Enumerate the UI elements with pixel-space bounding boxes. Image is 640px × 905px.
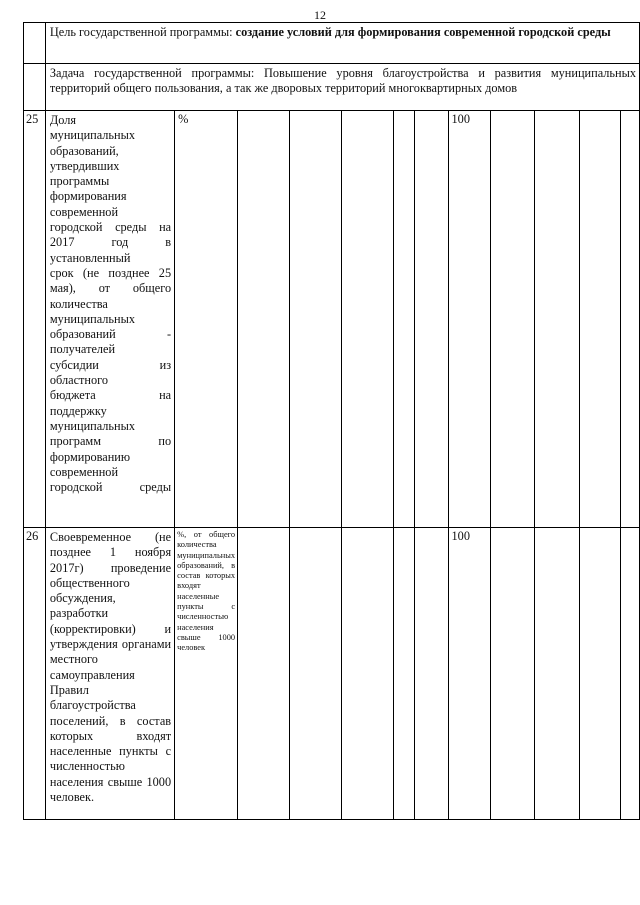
empty-cell xyxy=(491,528,535,820)
indicator-line: поддержку xyxy=(49,403,107,418)
indicator-line: субсидии из xyxy=(49,357,172,372)
empty-cell xyxy=(621,111,640,528)
indicator-line: городской среды xyxy=(49,480,172,495)
page-number: 12 xyxy=(314,8,326,22)
indicator-line: утвердивших xyxy=(49,158,120,173)
task-cell: Задача государственной программы: Повышение уровня благоустройства и развития муниципальных территорий общего пользования, а так же дворовых территорий многоквартирных домов xyxy=(45,64,639,111)
indicator-line: муниципальных xyxy=(49,418,136,433)
goal-bold: создание условий для формирования современной городской среды xyxy=(235,25,611,39)
task-num-cell xyxy=(24,64,46,111)
indicator-line: программ по xyxy=(49,434,172,449)
indicator-line: программы xyxy=(49,174,110,189)
empty-cell xyxy=(415,111,448,528)
empty-cell xyxy=(289,111,341,528)
indicator-line: получателей xyxy=(49,342,116,357)
indicator-line: образований, xyxy=(49,143,119,158)
empty-cell xyxy=(238,111,290,528)
empty-cell xyxy=(535,528,580,820)
goal-row xyxy=(24,23,640,64)
goal-prefix: Цель государственной программы: xyxy=(49,25,236,39)
empty-cell xyxy=(580,111,621,528)
indicator-line: современной xyxy=(49,464,119,479)
task-row xyxy=(24,64,640,111)
row-number: 25 xyxy=(24,111,46,528)
unit-cell: % xyxy=(175,111,238,528)
indicator-line: формирования xyxy=(49,189,127,204)
indicator-line: муниципальных xyxy=(49,311,136,326)
indicator-line: мая), от общего xyxy=(49,281,172,296)
indicator-line: муниципальных xyxy=(49,128,136,143)
table-row xyxy=(24,111,640,528)
indicator-line: городской среды на xyxy=(49,220,172,235)
table-row xyxy=(24,528,640,820)
indicator-line: бюджета на xyxy=(49,388,172,403)
empty-cell xyxy=(415,528,448,820)
indicator-line: установленный xyxy=(49,250,131,265)
indicator-line: срок (не позднее 25 xyxy=(49,265,172,280)
empty-cell xyxy=(580,528,621,820)
target-value-cell: 100 xyxy=(448,528,491,820)
empty-cell xyxy=(238,528,290,820)
indicator-line: Доля xyxy=(49,113,77,127)
row-number: 26 xyxy=(24,528,46,820)
empty-cell xyxy=(393,528,415,820)
empty-cell xyxy=(289,528,341,820)
indicator-line: 2017 год в xyxy=(49,235,172,250)
empty-cell xyxy=(393,111,415,528)
target-value-cell: 100 xyxy=(448,111,491,528)
empty-cell xyxy=(535,111,580,528)
goal-num-cell xyxy=(24,23,46,64)
indicator-cell xyxy=(45,111,174,528)
unit-cell: %, от общего количества муниципальных образований, в состав которых входят населенные пункты с численностью населения свыше 1000 человек xyxy=(175,528,238,820)
indicator-line: формированию xyxy=(49,449,131,464)
indicator-line: областного xyxy=(49,373,109,388)
empty-cell xyxy=(491,111,535,528)
indicator-cell: Своевременное (не позднее 1 ноября 2017г) проведение общественного обсуждения, разработки (корректировки) и утверждения органами местного самоуправления Правил благоустройства поселений, в состав которых входят населенные пункты с численностью населения свыше 1000 человек. xyxy=(45,528,174,820)
indicator-line: количества xyxy=(49,296,108,311)
indicators-table xyxy=(23,22,640,820)
empty-cell xyxy=(341,528,393,820)
indicator-line: современной xyxy=(49,204,119,219)
goal-cell xyxy=(45,23,639,64)
empty-cell xyxy=(341,111,393,528)
indicator-line: образований - xyxy=(49,327,172,342)
empty-cell xyxy=(621,528,640,820)
